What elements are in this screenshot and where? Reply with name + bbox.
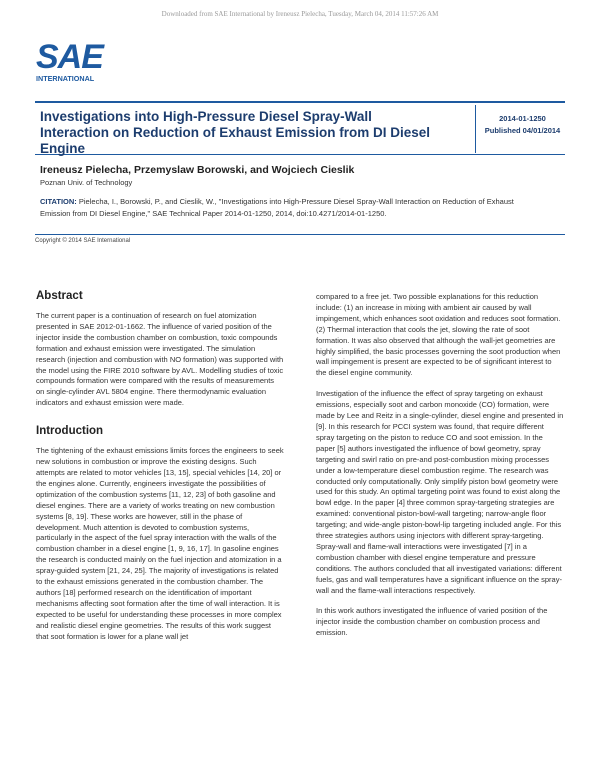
abstract-heading: Abstract <box>36 290 83 302</box>
citation-label: CITATION: <box>40 197 77 206</box>
authors: Ireneusz Pielecha, Przemyslaw Borowski, and Wojciech Cieslik <box>40 164 355 176</box>
title-divider <box>475 105 476 153</box>
publish-date: Published 04/01/2014 <box>484 126 561 135</box>
right-column <box>316 292 564 649</box>
introduction-paragraph-4: In this work authors investigated the influence of varied position of the injector inside the combustion chamber on combustion process and emission. <box>316 606 548 638</box>
copyright: Copyright © 2014 SAE International <box>35 238 131 244</box>
sae-logo <box>36 36 116 84</box>
introduction-paragraph-3: Investigation of the influence the effect of spray targeting on exhaust emissions, especially soot and carbon monoxide (CO) formation, were made by Lee and Reitz in a single-cylinder, diesel engine and presented in [9]. In this research for PCCI system was found, that require different spray targeting on the piston to reduce CO and soot emission. In the paper [5] authors investigated the influence of bowl geometry, spray targeting and swirl ratio on pre-and post-combustion mixing processes under a low-temperature diesel combustion regime. The research was conducted only computationally. Only simplify piston bowl geometry were used for this study. An optimal targeting point was found to exist along the bowl edge. In the paper [4] three common spray-targeting strategies are examined: conventional piston-bowl-wall targeting; narrow-angle floor targeting; and wide-angle piston-bowl-lip targeting included angle. For this three strategies authors using injectors with different spray-targeting. Spray-wall and flame-wall interactions were investigated [7] in a combustion chamber with diesel engine temperature and pressure conditions. The authors concluded that all investigated variations: different fuels, gas and wall temperatures have a significant influence on the spray-wall and the flame-wall interactions respectively. <box>316 389 564 595</box>
download-note: Downloaded from SAE International by Ireneusz Pielecha, Tuesday, March 04, 2014 11:57:26 AM <box>161 10 439 18</box>
introduction-paragraph-2: compared to a free jet. Two possible explanations for this reduction include: (1) an increase in mixing with ambient air caused by wall impingement, which enhances soot oxidation and reduces soot formation. (2) Thermal interaction that cools the jet, slowing the rate of soot formation. It was also observed that although the wall-jet geometries are highly simplified, the basic processes governing the soot production when wall impingement is present are expected to be of significant interest to the diesel engine community. <box>316 292 561 378</box>
logo-sub-text: INTERNATIONAL <box>36 74 95 83</box>
affiliation: Poznan Univ. of Technology <box>40 178 133 187</box>
citation <box>40 196 525 219</box>
title-block <box>35 101 565 155</box>
left-column <box>36 290 284 652</box>
abstract-text: The current paper is a continuation of research on fuel atomization presented in SAE 2012-01-1662. The influence of varied position of the injector inside the combustion chamber on combustion, toxic compounds formation and exhaust emission were investigated. The simulation research (injection and combustion with NO formation) was supported with the model using the FIRE 2010 software by AVL. Modelling studies of toxic compounds formation were compared with the results of measurements on single-cylinder AVL 5804 engine. There thermodynamic evaluation indicators and exhaust emission were made. <box>36 311 284 408</box>
introduction-paragraph-1: The tightening of the exhaust emissions limits forces the engineers to seek new solutions in combustion or improve the existing designs. Such attempts are related to motor vehicles [13, 15], special vehicles [14, 20] or the engines alone. Currently, engineers investigate the possibilities of optimization of the combustion systems [11, 12, 23] of both gasoline and diesel engines. There are a variety of works treating on new combustion systems [8, 19]. These works are however, still in the phase of development. Much attention is devoted to combustion systems, particularly in the aspect of the fuel spray interaction with the walls of the combustion chamber in a diesel engine [1, 9, 16, 17]. In gasoline engines the research is conducted mainly on the fuel injection and atomization in a spray-guided system [21, 24, 25]. The majority of investigations is related to the exhaust emissions generated in the combustion chamber. The authors [18] performed research on the identification of important mechanisms affecting soot formation after the time of wall interaction. It is expected to be useful for understanding these processes in more complex and realistic diesel engine geometries. The results of this work suggest that soot formation is lower for a plane wall jet <box>36 446 284 641</box>
divider <box>35 234 565 235</box>
introduction-heading: Introduction <box>36 425 104 438</box>
paper-meta <box>480 113 565 137</box>
citation-text: Pielecha, I., Borowski, P., and Cieslik, W., "Investigations into High-Pressure Diesel Spray-Wall Interaction on Reduction of Exhaust Emission from DI Diesel Engine," SAE Technical Paper 2014-01-1250, 2014, doi:10.4271/2014-01-1250. <box>40 197 514 218</box>
logo-main-text: SAE <box>36 38 103 76</box>
paper-title: Investigations into High-Pressure Diesel Spray-Wall Interaction on Reduction of Exhaust Emission from DI Diesel Engine <box>40 109 431 156</box>
paper-number: 2014-01-1250 <box>499 114 546 123</box>
